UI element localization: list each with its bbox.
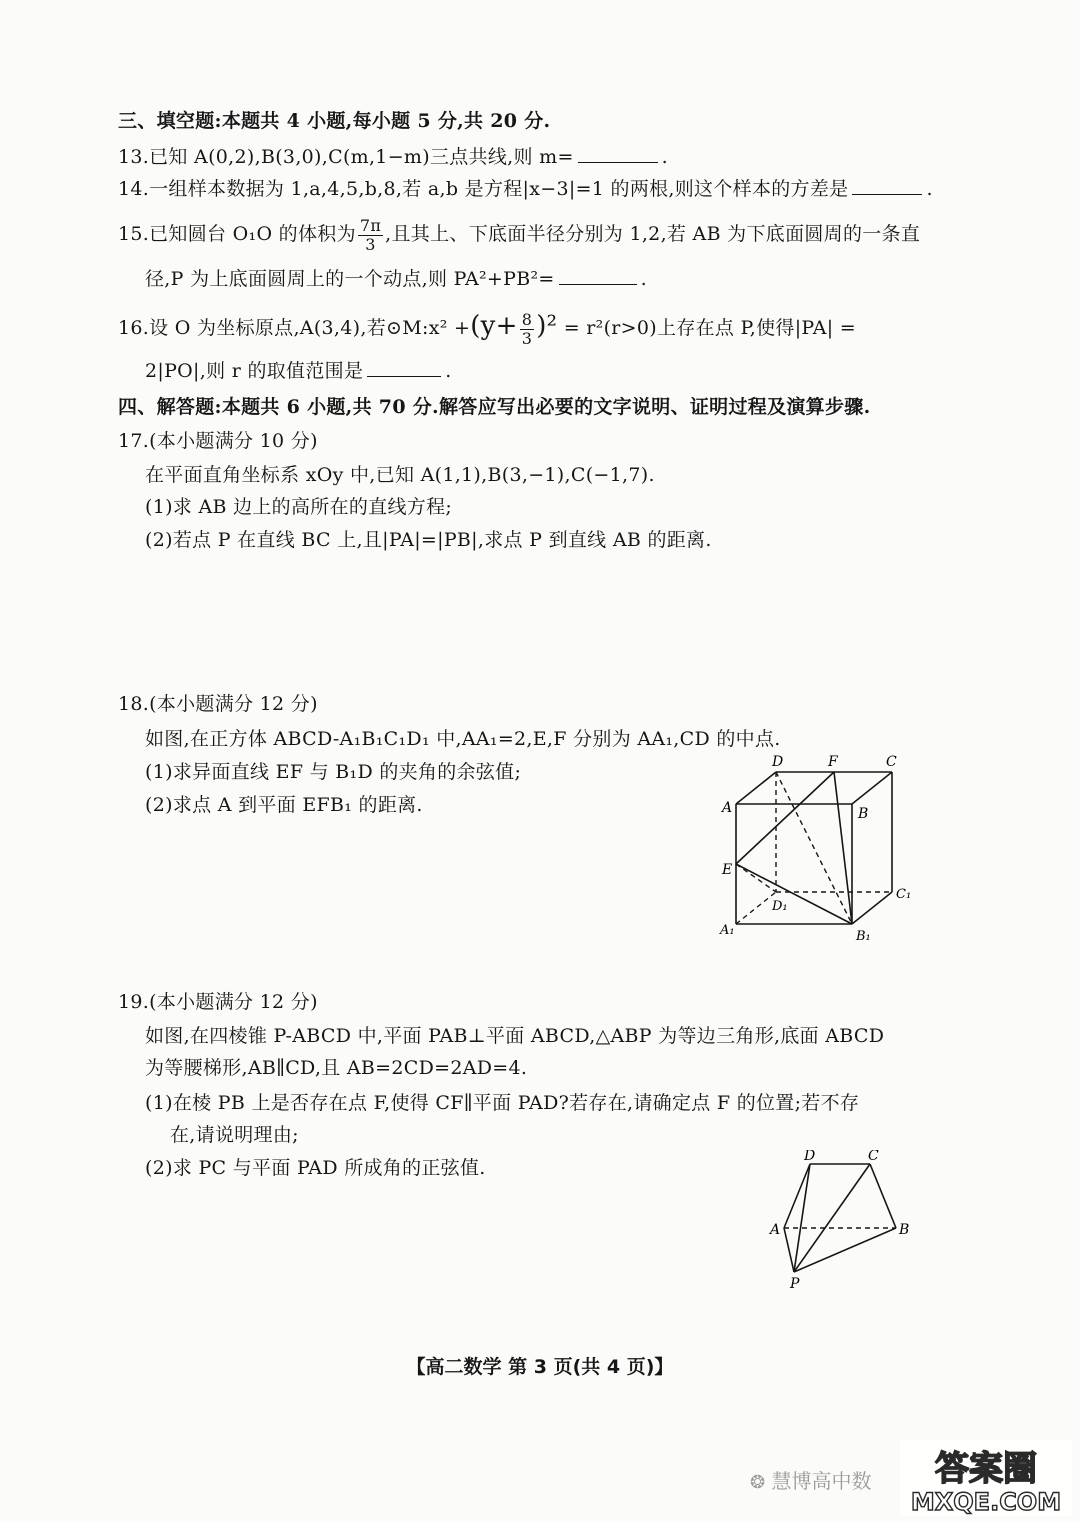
watermark-text xyxy=(750,1465,871,1494)
q16-line2: 2|PO|,则 r 的取值范围是 xyxy=(145,360,364,382)
q17-part1: (1)求 AB 边上的高所在的直线方程; xyxy=(145,496,453,518)
section-4-heading: 四、解答题:本题共 6 小题,共 70 分.解答应写出必要的文字说明、证明过程及演算步骤. xyxy=(118,396,871,418)
q15-fraction: $\frac{7\pi}{3}$ xyxy=(359,215,382,254)
q17-stem: 在平面直角坐标系 xOy 中,已知 A(1,1),B(3,−1),C(−1,7). xyxy=(145,464,655,486)
question-14 xyxy=(118,176,933,202)
label-a: A xyxy=(770,1222,781,1238)
q16-answer-blank[interactable] xyxy=(367,358,441,377)
q14-text: 14.一组样本数据为 1,a,4,5,b,8,若 a,b 是方程|x−3|=1 的两根,则这个样本的方差是 xyxy=(118,178,849,200)
logo-domain: MXQE.COM xyxy=(910,1488,1062,1516)
label-b: B xyxy=(899,1222,910,1238)
q16-lead: 16.设 O 为坐标原点,A(3,4),若⊙M:x² + xyxy=(118,317,471,339)
question-15 xyxy=(118,214,920,254)
q18-title: 18.(本小题满分 12 分) xyxy=(118,693,318,715)
segment-f-b1 xyxy=(834,772,852,924)
logo-mark: 答案圈 xyxy=(935,1449,1037,1489)
q19-title: 19.(本小题满分 12 分) xyxy=(118,991,318,1013)
watermark-label: 慧博高中数 xyxy=(771,1469,872,1493)
q19-stem-line1: 如图,在四棱锥 P-ABCD 中,平面 PAB⊥平面 ABCD,△ABP 为等边三角形,底面 ABCD xyxy=(145,1025,885,1047)
question-15-line2 xyxy=(145,266,647,292)
q19-part2: (2)求 PC 与平面 PAD 所成角的正弦值. xyxy=(145,1157,486,1179)
q15-answer-blank[interactable] xyxy=(559,266,637,285)
edge-a-d xyxy=(784,1164,810,1228)
q16-paren-open: (y+ xyxy=(470,311,518,341)
question-16 xyxy=(118,306,856,348)
q19-part1-line2: 在,请说明理由; xyxy=(170,1124,299,1146)
segment-e-f xyxy=(736,772,834,864)
question-13 xyxy=(118,144,668,170)
wechat-icon: ❂ xyxy=(750,1472,766,1493)
q16-rest: = r²(r>0)上存在点 P,使得|PA| = xyxy=(557,317,857,339)
q19-part1-line1: (1)在棱 PB 上是否存在点 F,使得 CF∥平面 PAD?若存在,请确定点 F 的位置;若不存 xyxy=(145,1092,860,1114)
edge-c-b xyxy=(870,1164,896,1228)
q15-end: . xyxy=(640,268,647,290)
label-e: E xyxy=(722,862,733,878)
label-c: C xyxy=(868,1150,879,1164)
label-c: C xyxy=(886,754,897,770)
q13-end: . xyxy=(661,146,669,168)
q14-end: . xyxy=(926,178,933,200)
edge-p-d xyxy=(794,1164,810,1272)
page-footer: 【高二数学 第 3 页(共 4 页)】 xyxy=(406,1356,674,1378)
q15-line2: 径,P 为上底面圆周上的一个动点,则 PA²+PB²= xyxy=(145,268,555,290)
q16-fraction: $\frac{8}{3}$ xyxy=(521,309,533,348)
q17-title: 17.(本小题满分 10 分) xyxy=(118,430,318,452)
q17-part2: (2)若点 P 在直线 BC 上,且|PA|=|PB|,求点 P 到直线 AB 的距离. xyxy=(145,529,712,551)
hidden-edge-a1-d1 xyxy=(736,892,776,924)
q14-answer-blank[interactable] xyxy=(852,176,922,195)
q16-end: . xyxy=(445,360,452,382)
question-16-line2 xyxy=(145,358,452,384)
label-f: F xyxy=(828,754,838,770)
q18-part1: (1)求异面直线 EF 与 B₁D 的夹角的余弦值; xyxy=(145,761,522,783)
section-3-heading: 三、填空题:本题共 4 小题,每小题 5 分,共 20 分. xyxy=(118,110,551,132)
label-d: D xyxy=(772,754,784,770)
q15-lead: 15.已知圆台 O₁O 的体积为 xyxy=(118,223,356,245)
edge-b-c xyxy=(852,772,892,804)
label-b1: B₁ xyxy=(856,929,871,944)
label-p: P xyxy=(790,1276,800,1290)
label-d: D xyxy=(804,1150,816,1164)
edge-a-p xyxy=(784,1228,794,1272)
label-a: A xyxy=(722,800,733,816)
label-b: B xyxy=(858,806,869,822)
cube-figure xyxy=(716,752,916,948)
q13-text: 13.已知 A(0,2),B(3,0),C(m,1−m)三点共线,则 m= xyxy=(118,146,574,168)
q13-answer-blank[interactable] xyxy=(578,144,658,163)
q16-paren-close: )² xyxy=(536,311,558,341)
hidden-segment-e-d1 xyxy=(736,864,776,892)
label-d1: D₁ xyxy=(772,899,788,914)
label-c1: C₁ xyxy=(896,887,912,902)
q19-stem-line2: 为等腰梯形,AB∥CD,且 AB=2CD=2AD=4. xyxy=(145,1057,528,1079)
edge-b1-c1 xyxy=(852,892,892,924)
edge-a-d xyxy=(736,772,776,804)
pyramid-figure xyxy=(766,1150,916,1290)
segment-e-b1 xyxy=(736,864,852,924)
q15-rest: ,且其上、下底面半径分别为 1,2,若 AB 为下底面圆周的一条直 xyxy=(385,223,921,245)
answer-site-logo xyxy=(900,1440,1072,1516)
label-a1: A₁ xyxy=(720,923,735,938)
q18-part2: (2)求点 A 到平面 EFB₁ 的距离. xyxy=(145,794,423,816)
q18-stem: 如图,在正方体 ABCD-A₁B₁C₁D₁ 中,AA₁=2,E,F 分别为 AA₁,CD 的中点. xyxy=(145,728,781,750)
